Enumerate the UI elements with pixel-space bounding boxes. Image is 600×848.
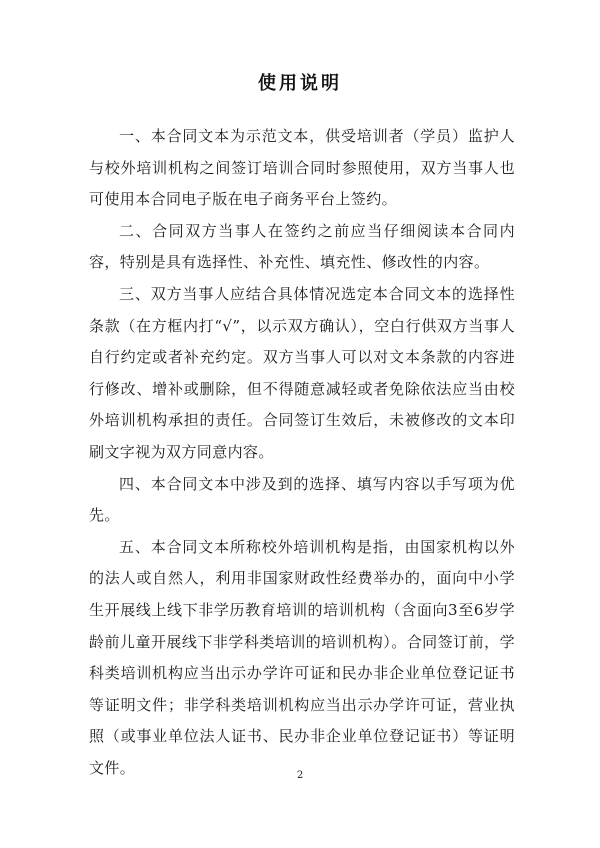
page-number: 2 [296, 770, 304, 781]
paragraph-4: 四、本合同文本中涉及到的选择、填写内容以手写项为优先。 [89, 474, 515, 525]
paragraph-2: 二、合同双方当事人在签约之前应当仔细阅读本合同内容，特别是具有选择性、补充性、填充性、修改性的内容。 [89, 221, 515, 272]
page-title: 使用说明 [258, 73, 342, 94]
paragraph-1: 一、本合同文本为示范文本，供受培训者（学员）监护人与校外培训机构之间签订培训合同时参照使用，双方当事人也可使用本合同电子版在电子商务平台上签约。 [89, 127, 515, 209]
paragraph-3: 三、双方当事人应结合具体情况选定本合同文本的选择性条款（在方框内打“√”，以示双方确认），空白行供双方当事人自行约定或者补充约定。双方当事人可以对文本条款的内容进行修改、增补或删除，但不得随意减轻或者免除依法应当由校外培训机构承担的责任。合同签订生效后，未被修改的文本印刷文字视为双方同意内容。 [89, 284, 515, 461]
paragraph-5: 五、本合同文本所称校外培训机构是指，由国家机构以外的法人或自然人，利用非国家财政性经费举办的，面向中小学生开展线上线下非学历教育培训的培训机构（含面向3至6岁学龄前儿童开展线下非学科类培训的培训机构）。合同签订前，学科类培训机构应当出示办学许可证和民办非企业单位登记证书等证明文件；非学科类培训机构应当出示办学许可证，营业执照（或事业单位法人证书、民办非企业单位登记证书）等证明文件。 [89, 537, 515, 777]
document-body [89, 121, 515, 784]
